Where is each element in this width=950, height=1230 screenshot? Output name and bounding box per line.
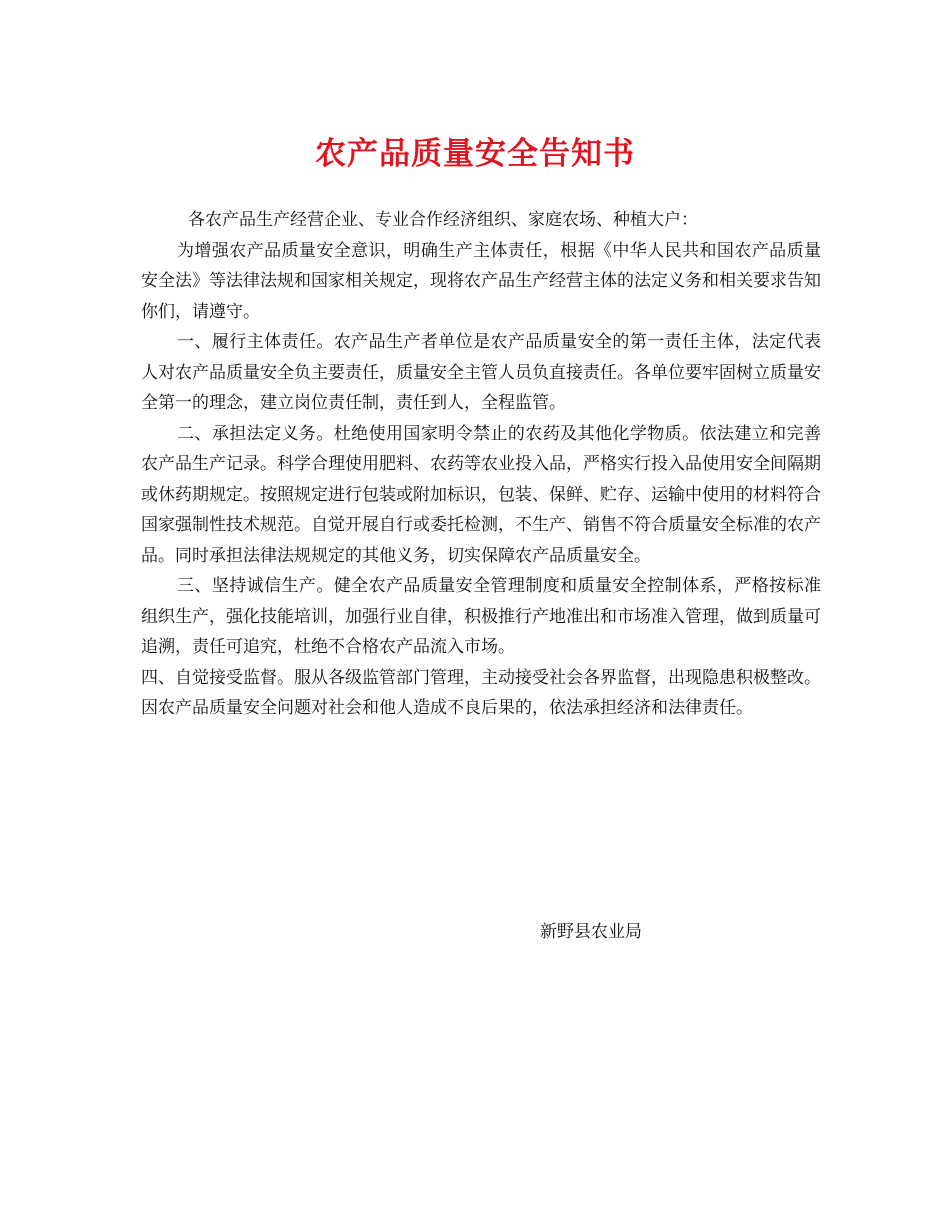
intro-paragraph: 为增强农产品质量安全意识，明确生产主体责任，根据《中华人民共和国农产品质量安全法》等法律法规和国家相关规定，现将农产品生产经营主体的法定义务和相关要求告知你们，请遵守。 [141,240,821,322]
signature: 新野县农业局 [540,922,642,942]
section-1-paragraph: 一、履行主体责任。农产品生产者单位是农产品质量安全的第一责任主体，法定代表人对农产品质量安全负主要责任，质量安全主管人员负直接责任。各单位要牢固树立质量安全第一的理念，建立岗位责任制，责任到人，全程监管。 [141,332,821,413]
section-4-paragraph: 四、自觉接受监督。服从各级监管部门管理，主动接受社会各界监督，出现隐患积极整改。因农产品质量安全问题对社会和他人造成不良后果的，依法承担经济和法律责任。 [141,667,821,718]
document-title: 农产品质量安全告知书 [315,136,635,172]
section-3-paragraph: 三、坚持诚信生产。健全农产品质量安全管理制度和质量安全控制体系，严格按标准组织生产，强化技能培训，加强行业自律，积极推行产地准出和市场准入管理，做到质量可追溯，责任可追究，杜绝不合格农产品流入市场。 [141,576,821,657]
section-2-paragraph: 二、承担法定义务。杜绝使用国家明令禁止的农药及其他化学物质。依法建立和完善农产品生产记录。科学合理使用肥料、农药等农业投入品，严格实行投入品使用安全间隔期或休药期规定。按照规定进行包装或附加标识，包装、保鲜、贮存、运输中使用的材料符合国家强制性技术规范。自觉开展自行或委托检测，不生产、销售不符合质量安全标准的农产品。同时承担法律法规规定的其他义务，切实保障农产品质量安全。 [141,423,821,566]
salutation: 各农产品生产经营企业、专业合作经济组织、家庭农场、种植大户： [188,210,698,230]
document-body [141,205,821,724]
